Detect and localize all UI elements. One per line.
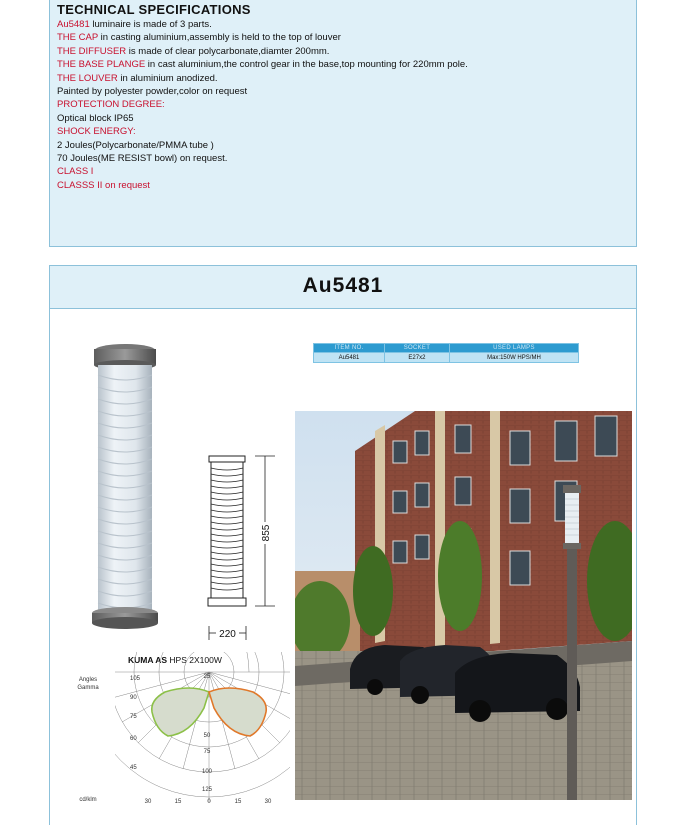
spec-line: Au5481 luminaire is made of 3 parts.	[57, 19, 212, 30]
bottom-tick: 15	[234, 799, 242, 805]
spec-line: SHOCK ENERGY:	[57, 126, 136, 138]
center-tick: 50	[203, 733, 211, 739]
product-title-bar	[50, 266, 636, 309]
spec-line: Optical block IP65	[57, 112, 134, 124]
spec-table-row	[314, 353, 579, 363]
spec-line: CLASS I	[57, 166, 94, 178]
spec-line: CLASSS II on request	[57, 179, 150, 191]
unit-label: cd/klm	[79, 797, 97, 803]
spec-line: PROTECTION DEGREE:	[57, 99, 165, 111]
spec-line: THE LOUVER in aluminium anodized.	[57, 72, 218, 84]
left-tick: 60	[130, 736, 137, 742]
height-dimension-label: 855	[261, 524, 272, 542]
product-title: Au5481	[302, 274, 384, 297]
spec-line: Painted by polyester powder,color on request	[57, 86, 248, 98]
spec-lines	[57, 18, 627, 192]
spec-line: THE CAP in casting aluminium,assembly is held to the top of louver	[57, 32, 341, 44]
width-dimension-label: 220	[219, 629, 236, 640]
dimension-drawing	[203, 452, 283, 642]
spec-table	[313, 343, 579, 363]
spec-line: 2 Joules(Polycarbonate/PMMA tube )	[57, 139, 214, 151]
spec-table-cell: Max:150W HPS/MH	[449, 353, 578, 363]
left-tick: 45	[130, 765, 137, 771]
polar-title: KUMA AS HPS 2X100W	[128, 655, 222, 665]
spec-table-header: USED LAMPS	[449, 344, 578, 353]
left-tick: 75	[130, 714, 137, 720]
left-tick: 105	[130, 676, 141, 682]
spec-table-cell: Au5481	[314, 353, 385, 363]
bottom-tick: 15	[174, 799, 182, 805]
center-tick: 125	[201, 787, 213, 793]
center-tick: 100	[201, 769, 213, 775]
polar-diagram	[70, 652, 290, 807]
installation-photo	[295, 411, 632, 800]
bottom-tick: 0	[207, 799, 211, 805]
bottom-tick: 30	[264, 799, 272, 805]
center-tick: 25	[203, 674, 211, 680]
spec-table-cell: E27x2	[385, 353, 450, 363]
spec-title: TECHNICAL SPECIFICATIONS	[57, 2, 251, 17]
spec-table-header: ITEM NO.	[314, 344, 385, 353]
spec-table-header-row	[314, 344, 579, 353]
gamma-label: Gamma	[77, 685, 99, 691]
spec-line: THE BASE PLANGE in cast aluminium,the control gear in the base,top mounting for 220mm pole.	[57, 59, 468, 71]
bottom-tick: 30	[144, 799, 152, 805]
luminaire-product-image	[90, 341, 170, 633]
spec-table-header: SOCKET	[385, 344, 450, 353]
angles-label: Angles	[78, 677, 98, 683]
spec-line: THE DIFFUSER is made of clear polycarbonate,diamter 200mm.	[57, 45, 330, 57]
spec-line: 70 Joules(ME RESIST bowl) on request.	[57, 153, 228, 165]
left-tick: 90	[130, 695, 137, 701]
center-tick: 75	[203, 749, 211, 755]
